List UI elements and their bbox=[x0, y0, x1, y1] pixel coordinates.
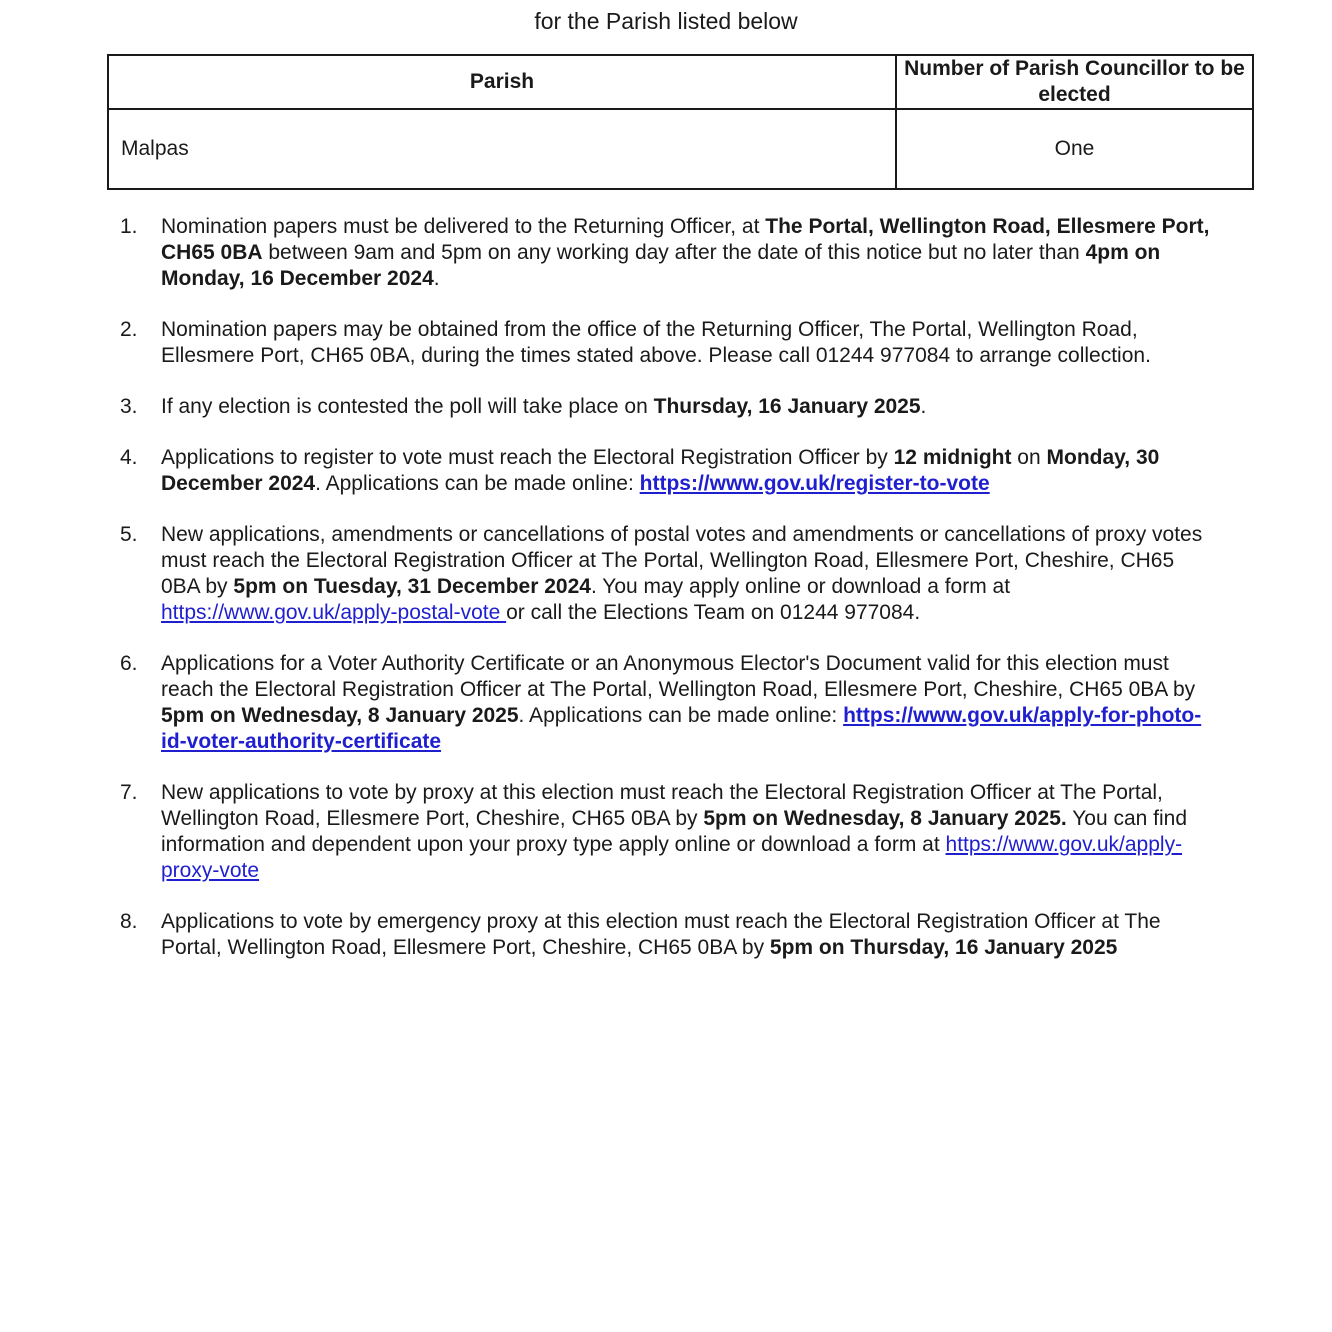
item-number: 5. bbox=[120, 523, 138, 546]
item-text-run: You can find information and dependent upon your proxy type apply online or download a form at bbox=[161, 807, 1188, 856]
item-number: 8. bbox=[120, 910, 138, 933]
list-item bbox=[120, 780, 1210, 884]
parish-name-cell: Malpas bbox=[108, 109, 896, 189]
item-text bbox=[161, 523, 1202, 624]
item-text-run: or call the Elections Team on 01244 977084. bbox=[506, 601, 921, 624]
table-row bbox=[108, 109, 1253, 189]
item-number: 1. bbox=[120, 215, 138, 238]
list-item bbox=[120, 214, 1210, 292]
item-emphasis: 12 midnight bbox=[893, 446, 1012, 469]
item-number: 6. bbox=[120, 652, 138, 675]
item-text bbox=[161, 215, 1209, 290]
list-item bbox=[120, 445, 1210, 497]
item-emphasis: 5pm on Thursday, 16 January 2025 bbox=[769, 936, 1118, 959]
item-text bbox=[161, 652, 1201, 753]
item-text-run: New applications, amendments or cancellations of postal votes and amendments or cancellations of proxy votes must reach the Electoral Registration Officer at The Portal, Wellington Road, Ellesmere Port, Cheshire, CH65 0BA by bbox=[161, 523, 1203, 598]
item-emphasis: Thursday, 16 January 2025 bbox=[653, 395, 921, 418]
header-councillor-count: Number of Parish Councillor to be elected bbox=[896, 55, 1253, 109]
item-text bbox=[161, 318, 1151, 367]
item-text-run: Applications to register to vote must reach the Electoral Registration Officer by bbox=[161, 446, 894, 469]
item-text-run: Applications for a Voter Authority Certificate or an Anonymous Elector's Document valid for this election must reach the Electoral Registration Officer at The Portal, Wellington Road, Ellesmere Port, Cheshire, CH65 0BA by bbox=[161, 652, 1196, 701]
item-text-run: . Applications can be made online: bbox=[518, 704, 844, 727]
item-text bbox=[161, 446, 1159, 495]
item-number: 7. bbox=[120, 781, 138, 804]
item-text bbox=[161, 395, 926, 418]
item-text bbox=[161, 781, 1187, 882]
item-text-run: . bbox=[433, 267, 440, 290]
notice-subtitle: for the Parish listed below bbox=[534, 8, 798, 34]
item-text-run: Nomination papers must be delivered to the Returning Officer, at bbox=[161, 215, 766, 238]
item-text-run: Nomination papers may be obtained from the office of the Returning Officer, The Portal, Wellington Road, Ellesmere Port, CH65 0BA, during the times stated above. Please call 01244 977084 to arrange collection. bbox=[161, 318, 1151, 367]
list-item bbox=[120, 394, 1210, 420]
header-parish: Parish bbox=[108, 55, 896, 109]
item-emphasis: 5pm on Wednesday, 8 January 2025 bbox=[161, 704, 519, 727]
item-emphasis: 5pm on Tuesday, 31 December 2024 bbox=[233, 575, 591, 598]
item-link[interactable]: https://www.gov.uk/apply-proxy-vote bbox=[161, 833, 1183, 882]
item-text-run: . You may apply online or download a form at bbox=[590, 575, 1011, 598]
item-emphasis: 5pm on Wednesday, 8 January 2025. bbox=[703, 807, 1067, 830]
item-text-run: between 9am and 5pm on any working day after the date of this notice but no later than bbox=[262, 241, 1086, 264]
item-link[interactable]: https://www.gov.uk/apply-for-photo-id-voter-authority-certificate bbox=[161, 704, 1202, 753]
notice-items-list bbox=[120, 214, 1210, 986]
item-link[interactable]: https://www.gov.uk/register-to-vote bbox=[639, 472, 990, 495]
parish-table bbox=[107, 54, 1254, 190]
item-number: 4. bbox=[120, 446, 138, 469]
item-link[interactable]: https://www.gov.uk/apply-postal-vote bbox=[161, 601, 507, 624]
item-text-run: Applications to vote by emergency proxy at this election must reach the Electoral Registration Officer at The Portal, Wellington Road, Ellesmere Port, Cheshire, CH65 0BA by bbox=[161, 910, 1161, 959]
item-text bbox=[161, 910, 1161, 959]
list-item bbox=[120, 317, 1210, 369]
list-item bbox=[120, 522, 1210, 626]
table-header-row bbox=[108, 55, 1253, 109]
councillor-count-cell: One bbox=[896, 109, 1253, 189]
item-text-run: . Applications can be made online: bbox=[315, 472, 640, 495]
item-text-run: on bbox=[1011, 446, 1047, 469]
list-item bbox=[120, 651, 1210, 755]
item-number: 2. bbox=[120, 318, 138, 341]
item-emphasis: 4pm on Monday, 16 December 2024 bbox=[161, 241, 1161, 290]
list-item bbox=[120, 909, 1210, 961]
item-text-run: New applications to vote by proxy at this election must reach the Electoral Registration Officer at The Portal, Wellington Road, Ellesmere Port, Cheshire, CH65 0BA by bbox=[161, 781, 1163, 830]
item-text-run: If any election is contested the poll will take place on bbox=[161, 395, 654, 418]
item-emphasis: The Portal, Wellington Road, Ellesmere Port, CH65 0BA bbox=[161, 215, 1210, 264]
item-number: 3. bbox=[120, 395, 138, 418]
item-text-run: . bbox=[920, 395, 927, 418]
item-emphasis: Monday, 30 December 2024 bbox=[161, 446, 1160, 495]
